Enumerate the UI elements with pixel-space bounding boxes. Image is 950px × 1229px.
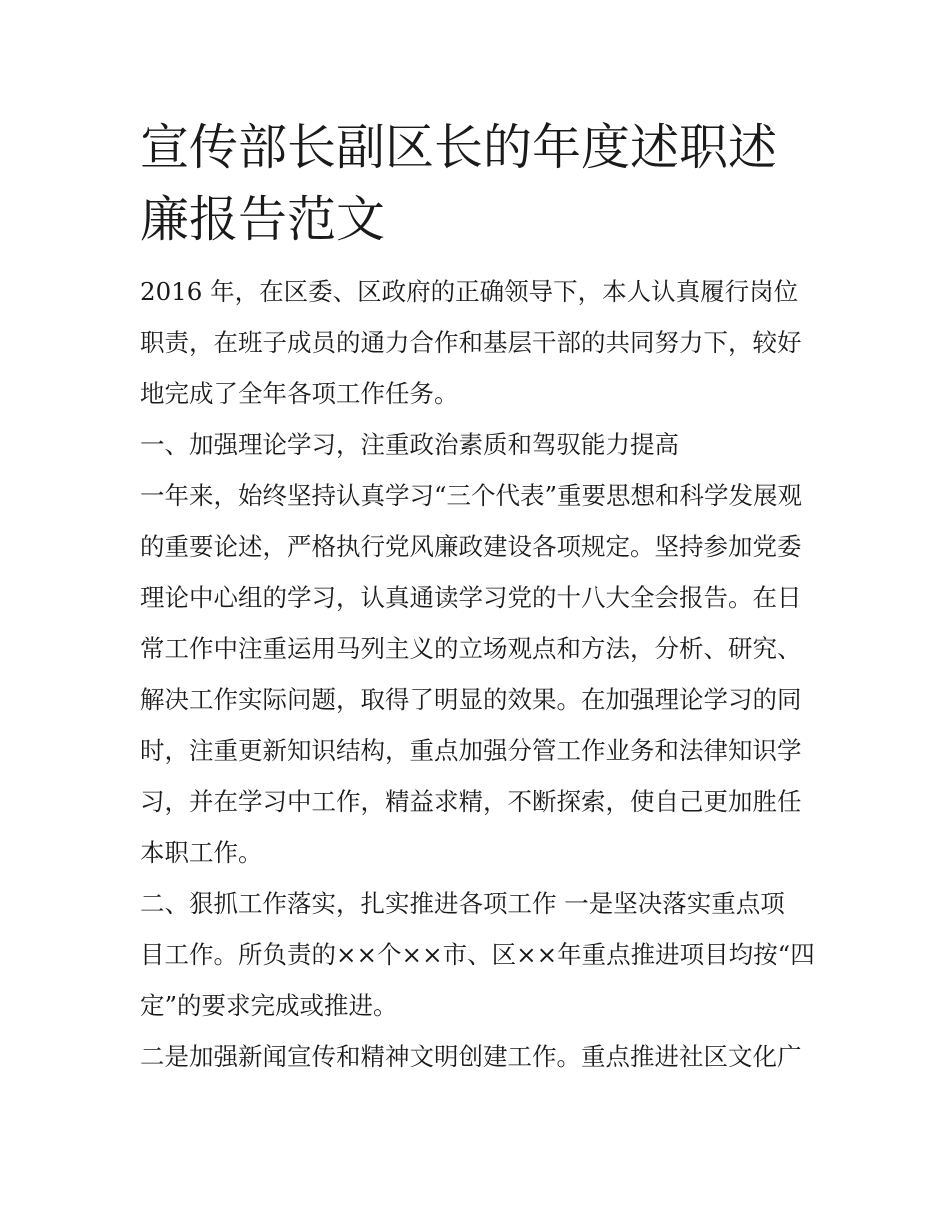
body-line: 一年来，始终坚持认真学习“三个代表”重要思想和科学发展观	[140, 481, 803, 510]
body-line: 的重要论述，严格执行党风廉政建设各项规定。坚持参加党委	[140, 532, 802, 561]
title-line: 宣传部长副区长的年度述职述	[140, 119, 778, 176]
document-title	[140, 112, 820, 256]
body-line: 职责，在班子成员的通力合作和基层干部的共同努力下，较好	[140, 328, 802, 357]
document-body	[140, 279, 820, 1069]
body-line: 本职工作。	[140, 838, 263, 867]
body-line: 二是加强新闻宣传和精神文明创建工作。重点推进社区文化广	[140, 1042, 802, 1071]
body-line: 地完成了全年各项工作任务。	[140, 379, 459, 408]
body-line: 时，注重更新知识结构，重点加强分管工作业务和法律知识学	[140, 736, 802, 765]
title-line: 廉报告范文	[140, 191, 386, 248]
section-heading: 二、狠抓工作落实，扎实推进各项工作 一是坚决落实重点项	[140, 889, 785, 918]
body-line: 常工作中注重运用马列主义的立场观点和方法，分析、研究、	[140, 634, 802, 663]
body-line: 解决工作实际问题，取得了明显的效果。在加强理论学习的同	[140, 685, 802, 714]
body-line: 2016 年，在区委、区政府的正确领导下，本人认真履行岗位	[140, 277, 799, 306]
body-line: 目工作。所负责的××个××市、区××年重点推进项目均按“四	[140, 940, 815, 969]
body-line: 理论中心组的学习，认真通读学习党的十八大全会报告。在日	[140, 583, 802, 612]
body-line: 定”的要求完成或推进。	[140, 991, 398, 1020]
body-line: 习，并在学习中工作，精益求精，不断探索，使自己更加胜任	[140, 787, 802, 816]
section-heading: 一、加强理论学习，注重政治素质和驾驭能力提高	[140, 430, 679, 459]
